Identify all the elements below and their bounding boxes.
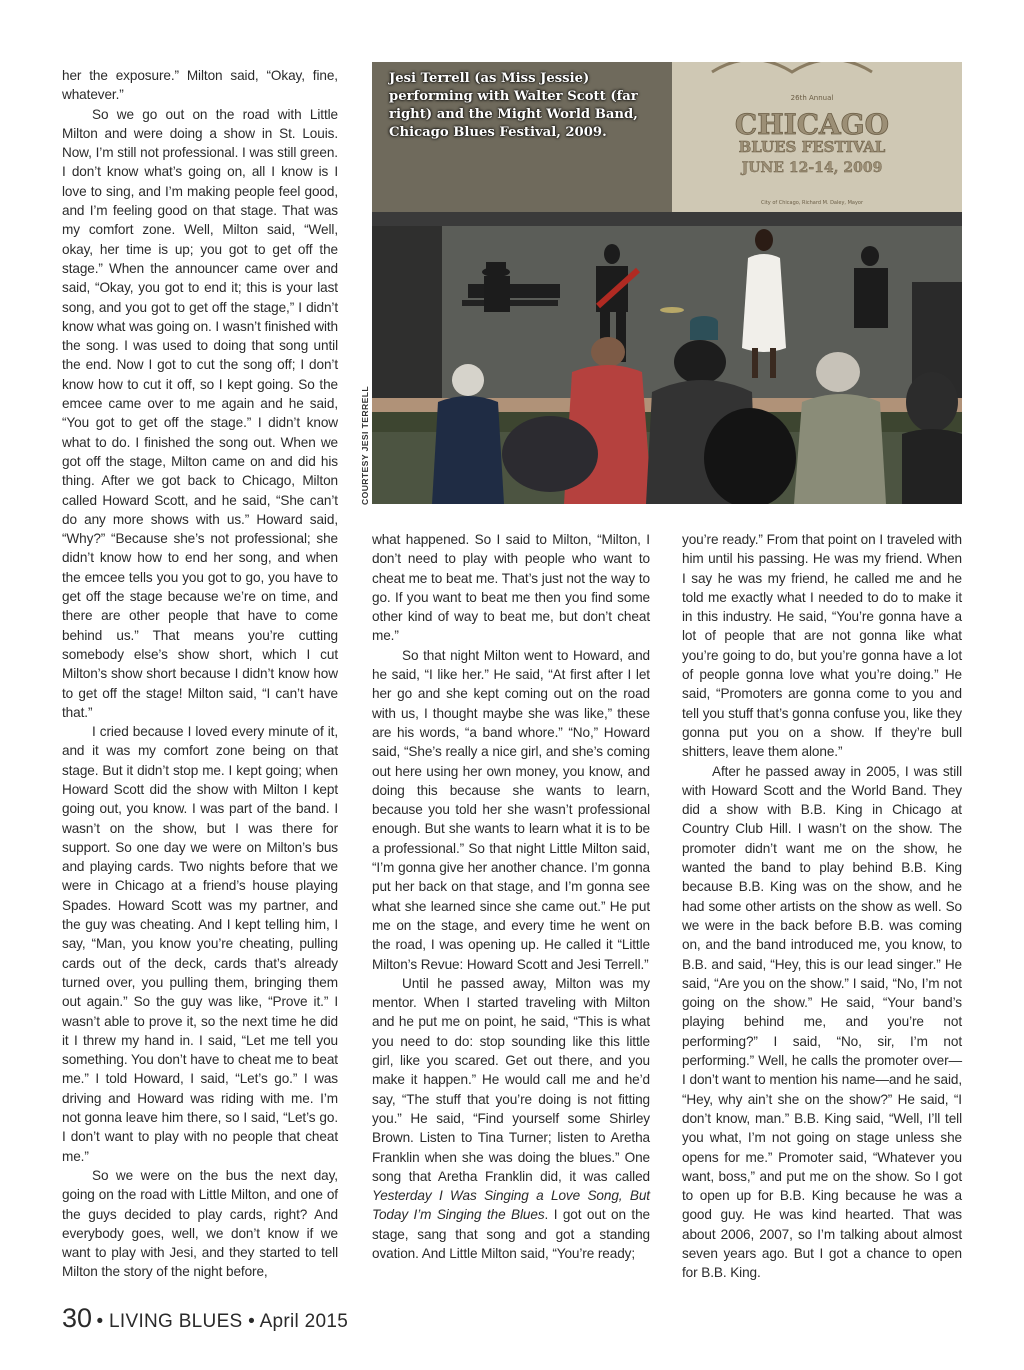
paragraph: her the exposure.” Milton said, “Okay, fine, whatever.” bbox=[62, 68, 338, 103]
paragraph-text: Until he passed away, Milton was my mentor. When I started traveling with Milton and he put me on point, he said, “This is what you need to do: stop sounding like this little girl, like you scared. Get out there, and you make it happen.” He would call me and he’d say, “The stuff that you’re doing is not fitting you.” He said, “Find yourself some Shirley Brown. Listen to Tina Turner; listen to Aretha Franklin when she was doing the blues.” One song that Aretha Franklin did, it was called bbox=[372, 975, 650, 1184]
page-footer bbox=[62, 1303, 348, 1334]
banner-subtitle: BLUES FESTIVAL bbox=[738, 138, 886, 156]
publication-line: • LIVING BLUES • April 2015 bbox=[96, 1311, 349, 1332]
banner-sponsor: City of Chicago, Richard M. Daley, Mayor bbox=[760, 200, 864, 206]
banner-top: 26th Annual bbox=[790, 94, 834, 102]
article-column-1 bbox=[62, 66, 338, 1282]
paragraph: I cried because I loved every minute of it, and it was my comfort zone being on that stage. But it didn’t stop me. I kept going; when Howard Scott did the show with Milton I kept going out, you know. I was part of the band. I wasn’t on the show, but I was there for support. So one day we were on Milton’s bus and playing cards. Two nights before that we were in Chicago at a friend’s house playing Spades. Howard Scott was my partner, and the guy was cheating. And I kept telling him, I say, “Man, you know you’re cheating, pulling cards out of the deck, cards that’s already turned over, you pulling them, bringing them out again.” So the guy was like, “Prove it.” I wasn’t able to prove it, so the next time he did it I threw my hand in. I said, “Let me tell you something. You don’t have to cheat me to beat me.” I told Howard, I said, “Let’s go.” I was driving and Howard was riding with me. I’m not gonna leave him there, so I said, “Let’s go. I don’t want to play with no people that cheat me.” bbox=[62, 724, 338, 1164]
photo-caption: Jesi Terrell (as Miss Jessie) performing with Walter Scott (far right) and the Might World Band, Chicago Blues Festival, 2009. bbox=[389, 71, 638, 140]
photo-credit: COURTESY JESI TERRELL bbox=[360, 385, 370, 505]
banner-dates: JUNE 12-14, 2009 bbox=[741, 160, 883, 176]
paragraph-text: . I got out on the stage, sang that song and got a standing ovation. And Little Milton said, “You’re ready; bbox=[372, 1207, 650, 1261]
paragraph: After he passed away in 2005, I was still with Howard Scott and the World Band. They did a show with B.B. King in Chicago at Country Club Hill. I wasn’t on the show. The promoter didn’t want me on the show, he wanted the band to play behind B.B. King because B.B. King was on the show, and he had some other artists on the show as well. So we were in the back before B.B. was coming on, and the band introduced me, you know, to B.B. and said, “Hey, this is our lead singer.” He said, “Are you on the show.” I said, “No, I’m not going on the show.” He said, “Your band’s playing behind me, and you’re not performing?” I said, “No, sir, I’m not performing.” Well, he calls the promoter over—I don’t want to mention his name—and he said, “Hey, why ain’t she on the show?” He said, “I don’t know, man.” B.B. King said, “Well, I’ll tell you what, I’m not going on stage unless she opens for me.” Promoter said, “Whatever you want, boss,” and put me on the show. So I got to open up for B.B. King because he was a good guy. He was kind hearted. That was about 2006, 2007, so I’m talking about almost seven years ago. But I got a chance to open for B.B. King. bbox=[682, 763, 962, 1281]
page-number: 30 bbox=[62, 1303, 93, 1333]
article-column-2 bbox=[372, 530, 650, 1263]
festival-photo bbox=[372, 62, 962, 504]
article-column-3 bbox=[682, 530, 962, 1283]
banner-title: CHICAGO bbox=[734, 108, 890, 141]
paragraph: So that night Milton went to Howard, and he said, “I like her.” He said, “At first after I let her go and she kept coming out on the road with us, I thought maybe she was like,” these are his words, “a band whore.” “No,” Howard said, “She’s really a nice girl, and she’s coming out here using her own money, you know, and doing this because she wants to learn, because you told her she wasn’t professional enough. But she wants to learn what it is to be a professional.” So that night Little Milton said, “I’m gonna give her another chance. I’m gonna put her back on that stage, and I’m gonna see what she learned since she came out.” He put me on the stage, and every time he went on the road, I was opening up. He called it “Little Milton’s Revue: Howard Scott and Jesi Terrell.” bbox=[372, 647, 650, 972]
paragraph: what happened. So I said to Milton, “Milton, I don’t need to play with people who want to cheat me to beat me. That’s just not the way to go. If you want to beat me then you find some other kind of way to beat me, but don’t cheat me.” bbox=[372, 532, 650, 644]
paragraph: So we were on the bus the next day, going on the road with Little Milton, and one of the guys decided to play cards, right? And everybody goes, well, we don’t know if we want to play with Jesi, and they started to tell Milton the story of the night before, bbox=[62, 1167, 338, 1280]
paragraph bbox=[372, 974, 650, 1263]
paragraph: you’re ready.” From that point on I traveled with him until his passing. He was my friend. When I say he was my friend, he called me and he told me exactly what I needed to do to make it in this industry. He said, “You’re gonna have a lot of people that are not gonna like what you’re going to do, but you’re gonna have a lot of people gonna love what you’re doing.” He said, “Promoters are gonna come to you and tell you stuff that’s gonna confuse you, like they gonna put you on a show. If they’re bull shitters, leave them alone.” bbox=[682, 532, 962, 760]
paragraph: So we go out on the road with Little Milton and were doing a show in St. Louis. Now, I’m still not professional. I was still green. I don’t know what’s going on, all I know is I love to sing, and I’m making people feel good, and I’m feeling good on that stage. That was my comfort zone. Well, Milton said, “Well, okay, her time is up; you got to get off the stage.” When the announcer came over and said, “Okay, you got to end it; this is your last song, and you got to get off the stage,” I didn’t know what was going on. I wasn’t finished with the song. I was used to doing that song until the end. Now I got to cut the song off; I don’t know how to cut it off, so I kept going. So the emcee came over to me again and he said, “You got to get off the stage.” I didn’t know what to do. I finished the song out. When we got off the stage, Milton came on and did his thing. After we got back to Chicago, Milton called Howard Scott, and he said, “She can’t do any more shows with us.” Howard said, “Why?” “Because she’s not professional; she didn’t know how to end her song, and when the emcee tells you you got to go, you have to get off the stage because we’re on time, and there are other people that have to come behind us.” That means you’re cutting somebody else’s show short, which I cut Milton’s show short because I didn’t know how to get off the stage! Milton said, “I can’t have that.” bbox=[62, 106, 338, 720]
song-title: Yesterday I Was Singing a Love Song, But Today I’m Singing the Blues bbox=[372, 1188, 650, 1223]
